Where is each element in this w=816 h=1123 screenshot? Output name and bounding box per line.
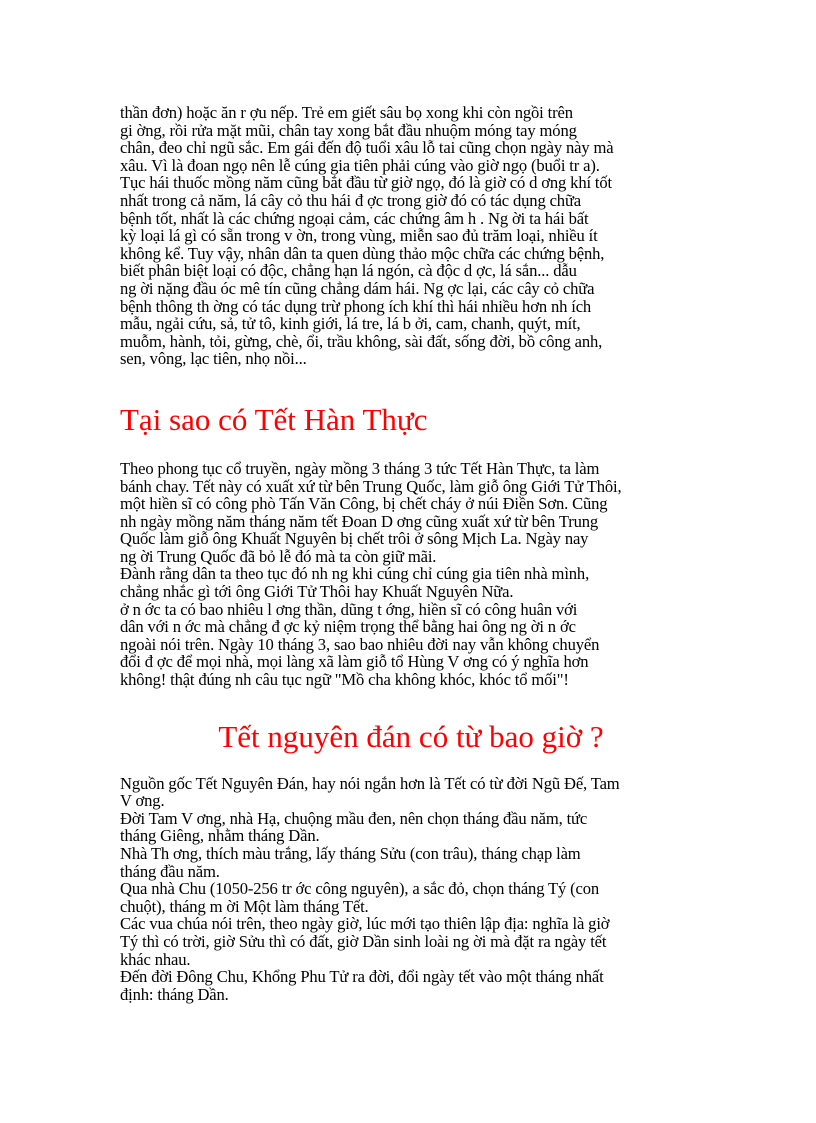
document-page — [120, 104, 702, 1003]
paragraph: ở n ớc ta có bao nhiêu l ơng thần, dũng t ớng, hiền sĩ có công huân với dân với n ớc mà chẳng đ ợc kỷ niệm trọng thể bằng hai ông ng ời n ớc ngoài nói trên. Ngày 10 tháng 3, sao bao nhiêu đời nay vẫn không chuyển đổi đ ợc để mọi nhà, mọi làng xã làm giỗ tổ Hùng V ơng có ý nghĩa hơn không! thật đúng nh câu tục ngữ "Mồ cha không khóc, khóc tổ mối"! — [120, 599, 600, 690]
paragraph: Theo phong tục cổ truyền, ngày mồng 3 tháng 3 tức Tết Hàn Thực, ta làm bánh chay. Tết này có xuất xứ từ bên Trung Quốc, làm giỗ ông Giới Tử Thôi, một hiền sĩ có công phò Tấn Văn Công, bị chết cháy ở núi Điền Sơn. Cũng nh ngày mồng năm tháng năm tết Đoan D ơng cũng xuất xứ từ bên Trung Quốc làm giỗ ông Khuất Nguyên bị chết trôi ở sông Mịch La. Ngày nay ng ời Trung Quốc đã bỏ lễ đó mà ta còn giữ mãi. — [120, 458, 622, 566]
paragraph: Qua nhà Chu (1050-256 tr ớc công nguyên), a sắc đỏ, chọn tháng Tý (con chuột), tháng m ời Một làm tháng Tết. — [120, 879, 600, 916]
paragraph: Đến đời Đông Chu, Khổng Phu Tử ra đời, đổi ngày tết vào một tháng nhất định: tháng Dần. — [120, 967, 604, 1004]
section-han-thuc — [120, 402, 702, 689]
paragraph: Đành rằng dân ta theo tục đó nh ng khi cúng chỉ cúng gia tiên nhà mình, chẳng nhắc gì tới ông Giới Tử Thôi hay Khuất Nguyên Nữa. — [120, 564, 590, 602]
paragraph: Đời Tam V ơng, nhà Hạ, chuộng mầu đen, nên chọn tháng đầu năm, tức tháng Giêng, nhằm tháng Dần. — [120, 808, 588, 846]
section-heading: Tại sao có Tết Hàn Thực — [120, 401, 428, 437]
section-nguyen-dan — [120, 719, 702, 1004]
paragraph: Nguồn gốc Tết Nguyên Đán, hay nói ngắn hơn là Tết có từ đời Ngũ Đế, Tam V ơng. — [120, 773, 620, 811]
paragraph: thần đơn) hoặc ăn r ợu nếp. Trẻ em giết sâu bọ xong khi còn ngồi trên gi ờng, rồi rửa mặt mũi, chân tay xong bắt đầu nhuộm móng tay móng chân, đeo chỉ ngũ sắc. Em gái đến độ tuổi xâu lỗ tai cũng chọn ngày này mà xâu. Vì là đoan ngọ nên lễ cúng gia tiên phải cúng vào giờ ngọ (buổi tr a). Tục hái thuốc mồng năm cũng bắt đầu từ giờ ngọ, đó là giờ có d ơng khí tốt nhất trong cả năm, lá cây cỏ thu hái đ ợc trong giờ đó có tác dụng chữa bệnh tốt, nhất là các chứng ngoại cảm, các chứng âm h . Ng ời ta hái bất kỳ loại lá gì có sẵn trong v ờn, trong vùng, miễn sao đủ trăm loại, nhiều ít không kể. Tuy vậy, nhân dân ta quen dùng thảo mộc chữa các chứng bệnh, biết phân biệt loại có độc, chẳng hạn lá ngón, cà độc d ợc, lá sắn... dẫu ng ời nặng đầu óc mê tín cũng chẳng dám hái. Ng ợc lại, các cây cỏ chữa bệnh thông th ờng có tác dụng trừ phong ích khí thì hái nhiều hơn nh ích mẫu, ngải cứu, sả, tử tô, kinh giới, lá tre, lá b ởi, cam, chanh, quýt, mít, muỗm, hành, tỏi, gừng, chè, ổi, trầu không, sài đất, sống đời, bồ công anh, sen, vông, lạc tiên, nhọ nồi... — [120, 103, 614, 369]
paragraph: Nhà Th ơng, thích màu trắng, lấy tháng Sửu (con trâu), tháng chạp làm tháng đầu năm. — [120, 844, 581, 881]
section-heading: Tết nguyên đán có từ bao giờ ? — [218, 718, 604, 754]
paragraph: Các vua chúa nói trên, theo ngày giờ, lúc mới tạo thiên lập địa: nghĩa là giờ Tý thì có trời, giờ Sửu thì có đất, giờ Dần sinh loài ng ời mà đặt ra ngày tết khác nhau. — [120, 914, 610, 969]
section-intro — [120, 104, 702, 368]
